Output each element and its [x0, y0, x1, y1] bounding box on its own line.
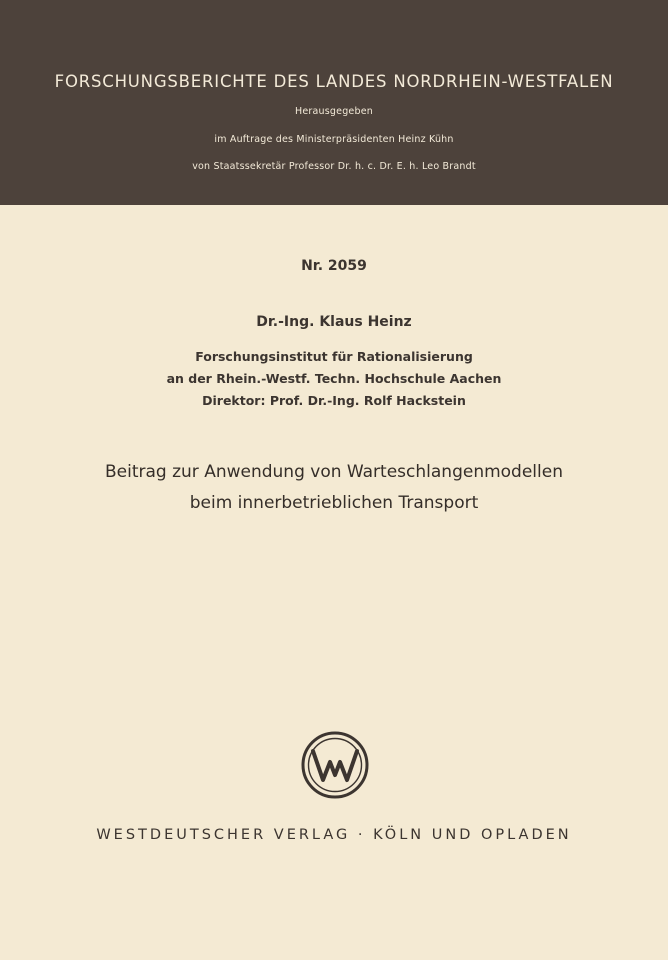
series-header-band — [0, 0, 668, 205]
author-name: Dr.-Ing. Klaus Heinz — [256, 314, 412, 330]
wv-publisher-logo-icon — [301, 731, 369, 799]
affiliation-line-1: Forschungsinstitut für Rationalisierung — [195, 349, 473, 364]
series-title: FORSCHUNGSBERICHTE DES LANDES NORDRHEIN-WESTFALEN — [54, 72, 614, 91]
state-secretary-line: von Staatssekretär Professor Dr. h. c. Dr. E. h. Leo Brandt — [192, 161, 476, 172]
book-title-line-1: Beitrag zur Anwendung von Warteschlangenmodellen — [105, 462, 563, 482]
publisher-name: WESTDEUTSCHER VERLAG · KÖLN UND OPLADEN — [96, 827, 572, 843]
affiliation-line-2: an der Rhein.-Westf. Techn. Hochschule Aachen — [166, 371, 502, 386]
book-title-line-2: beim innerbetrieblichen Transport — [189, 493, 479, 513]
editor-label: Herausgegeben — [295, 106, 373, 117]
report-number: Nr. 2059 — [301, 258, 367, 274]
affiliation-line-3: Direktor: Prof. Dr.-Ing. Rolf Hackstein — [202, 393, 466, 408]
commissioned-by-line: im Auftrage des Ministerpräsidenten Heinz Kühn — [214, 134, 454, 145]
